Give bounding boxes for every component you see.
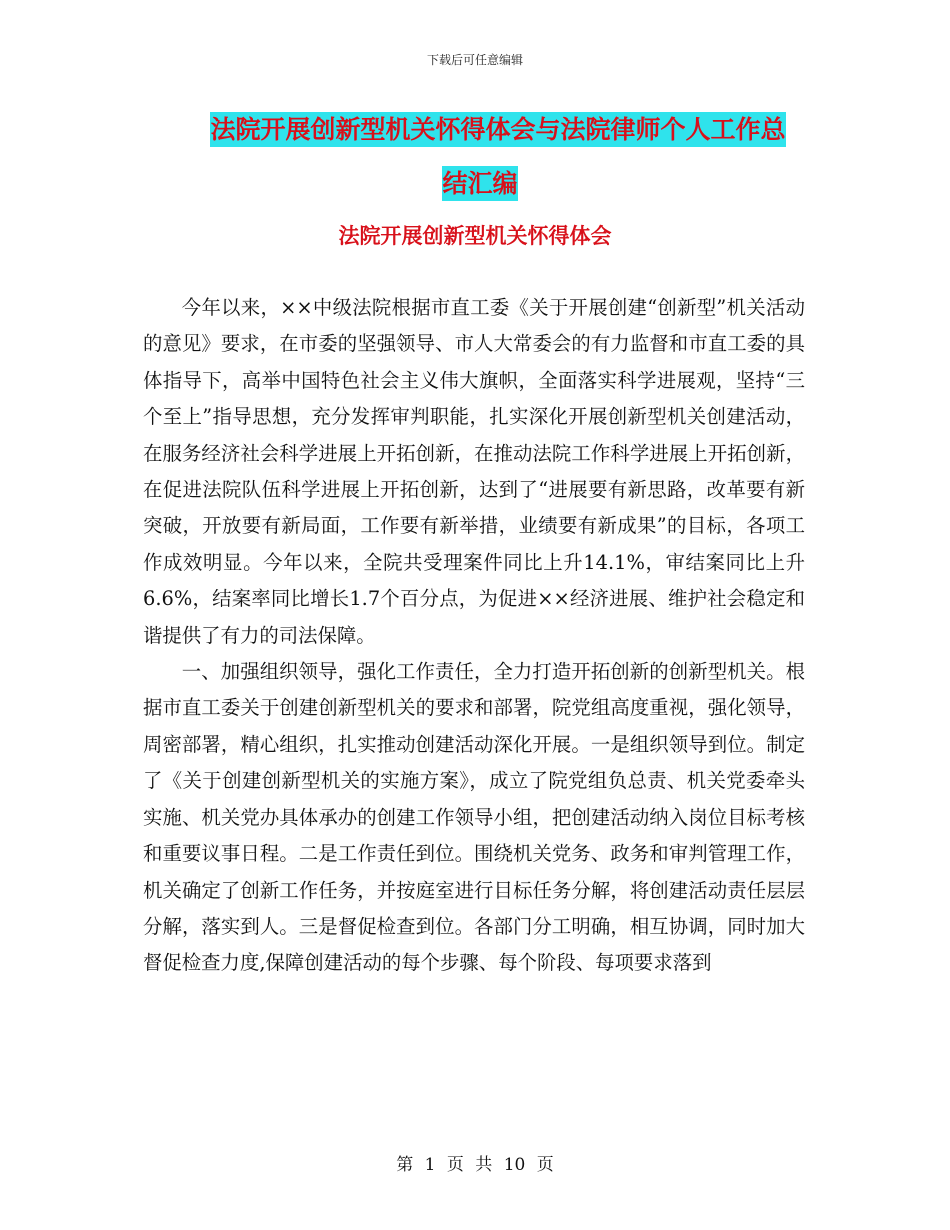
body-text [143, 290, 805, 982]
document-title-line-1 [46, 110, 950, 150]
document-title-line-2 [10, 164, 950, 204]
page-header-note: 下载后可任意编辑 [426, 53, 523, 67]
section-title: 法院开展创新型机关怀得体会 [338, 224, 612, 248]
paragraph-intro: 今年以来，××中级法院根据市直工委《关于开展创建“创新型”机关活动的意见》要求，在市委的坚强领导、市人大常委会的有力监督和市直工委的具体指导下，高举中国特色社会主义伟大旗帜，全面落实科学进展观，坚持“三个至上”指导思想，充分发挥审判职能，扎实深化开展创新型机关创建活动，在服务经济社会科学进展上开拓创新，在推动法院工作科学进展上开拓创新，在促进法院队伍科学进展上开拓创新，达到了“进展要有新思路，改革要有新突破，开放要有新局面，工作要有新举措，业绩要有新成果”的目标，各项工作成效明显。今年以来，全院共受理案件同比上升14.1%，审结案同比上升6.6%，结案率同比增长1.7个百分点，为促进××经济进展、维护社会稳定和谐提供了有力的司法保障。 [143, 296, 805, 647]
paragraph-section-one: 一、加强组织领导，强化工作责任，全力打造开拓创新的创新型机关。根据市直工委关于创建创新型机关的要求和部署，院党组高度重视，强化领导，周密部署，精心组织，扎实推动创建活动深化开展。一是组织领导到位。制定了《关于创建创新型机关的实施方案》，成立了院党组负总责、机关党委牵头实施、机关党办具体承办的创建工作领导小组，把创建活动纳入岗位目标考核和重要议事日程。二是工作责任到位。围绕机关党务、政务和审判管理工作，机关确定了创新工作任务，并按庭室进行目标任务分解，将创建活动责任层层分解，落实到人。三是督促检查到位。各部门分工明确，相互协调，同时加大督促检查力度,保障创建活动的每个步骤、每个阶段、每项要求落到 [143, 660, 805, 975]
page-number-footer: 第 1 页 共 10 页 [396, 1155, 554, 1175]
document-title-line-2-text: 结汇编 [442, 166, 517, 201]
document-title [0, 110, 950, 204]
document-title-line-1-text: 法院开展创新型机关怀得体会与法院律师个人工作总 [210, 112, 785, 147]
